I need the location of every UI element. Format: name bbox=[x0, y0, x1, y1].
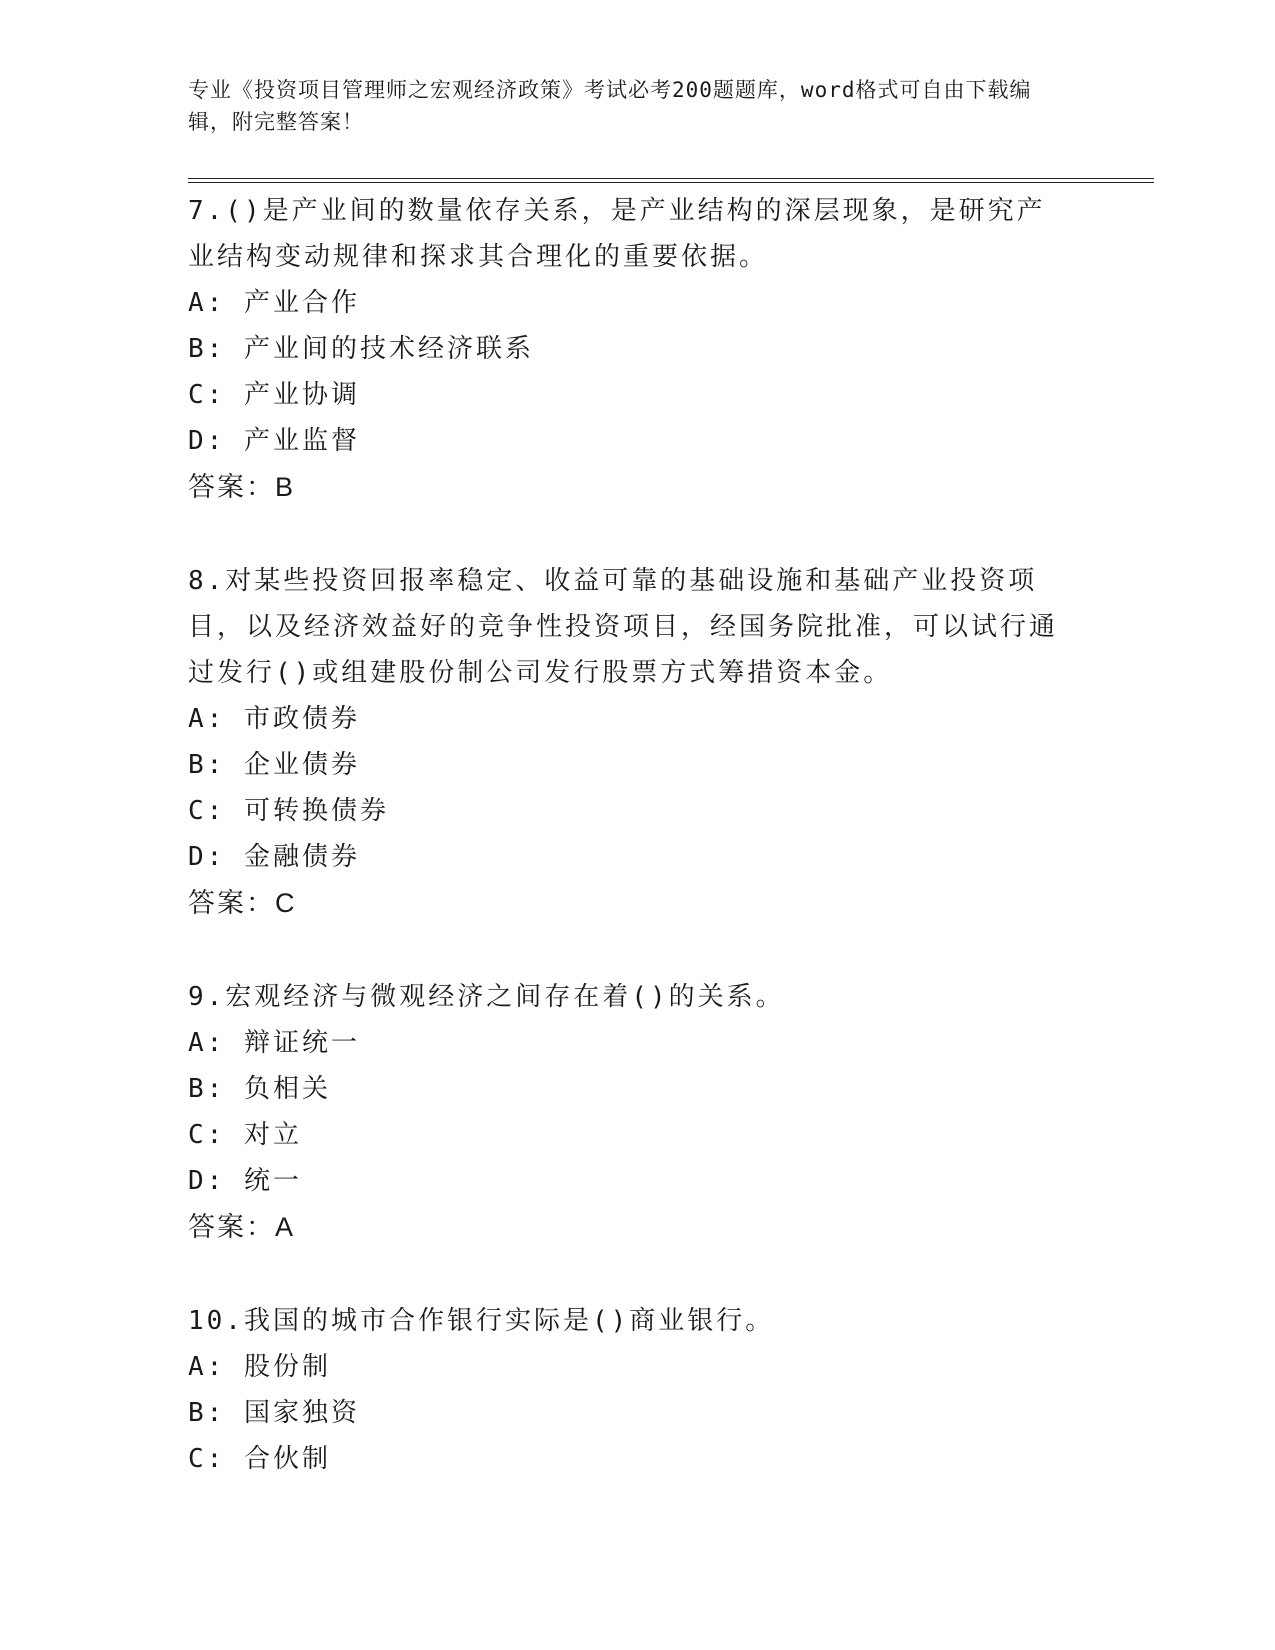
answer-line: 答案：A bbox=[188, 1212, 296, 1242]
header-rule-bottom bbox=[188, 182, 1154, 183]
option-c: C: 对立 bbox=[188, 1120, 302, 1150]
option-b: B: 国家独资 bbox=[188, 1398, 360, 1428]
option-a: A: 市政债券 bbox=[188, 704, 360, 734]
answer-line: 答案：C bbox=[188, 888, 297, 918]
question-text: 9.宏观经济与微观经济之间存在着()的关系。 bbox=[188, 982, 785, 1012]
header-rule-top bbox=[188, 178, 1154, 179]
question-10 bbox=[188, 1298, 1068, 1482]
option-a: A: 辩证统一 bbox=[188, 1028, 360, 1058]
question-list bbox=[188, 188, 1068, 1530]
question-text: 7.()是产业间的数量依存关系，是产业结构的深层现象，是研究产业结构变动规律和探求其合理化的重要依据。 bbox=[188, 196, 1046, 272]
answer-line: 答案：B bbox=[188, 472, 296, 502]
question-7 bbox=[188, 188, 1068, 510]
option-c: C: 可转换债券 bbox=[188, 796, 389, 826]
option-b: B: 产业间的技术经济联系 bbox=[188, 334, 534, 364]
document-header: 专业《投资项目管理师之宏观经济政策》考试必考200题题库，word格式可自由下载编辑，附完整答案！ bbox=[188, 78, 1032, 134]
question-text: 8.对某些投资回报率稳定、收益可靠的基础设施和基础产业投资项目，以及经济效益好的竞争性投资项目，经国务院批准，可以试行通过发行()或组建股份制公司发行股票方式筹措资本金。 bbox=[188, 566, 1059, 688]
option-b: B: 负相关 bbox=[188, 1074, 331, 1104]
option-c: C: 产业协调 bbox=[188, 380, 360, 410]
option-d: D: 金融债券 bbox=[188, 842, 360, 872]
option-b: B: 企业债券 bbox=[188, 750, 360, 780]
option-a: A: 股份制 bbox=[188, 1352, 331, 1382]
option-d: D: 统一 bbox=[188, 1166, 302, 1196]
option-d: D: 产业监督 bbox=[188, 426, 360, 456]
question-text: 10.我国的城市合作银行实际是()商业银行。 bbox=[188, 1306, 775, 1336]
question-8 bbox=[188, 558, 1068, 926]
option-a: A: 产业合作 bbox=[188, 288, 360, 318]
option-c: C: 合伙制 bbox=[188, 1444, 331, 1474]
question-9 bbox=[188, 974, 1068, 1250]
